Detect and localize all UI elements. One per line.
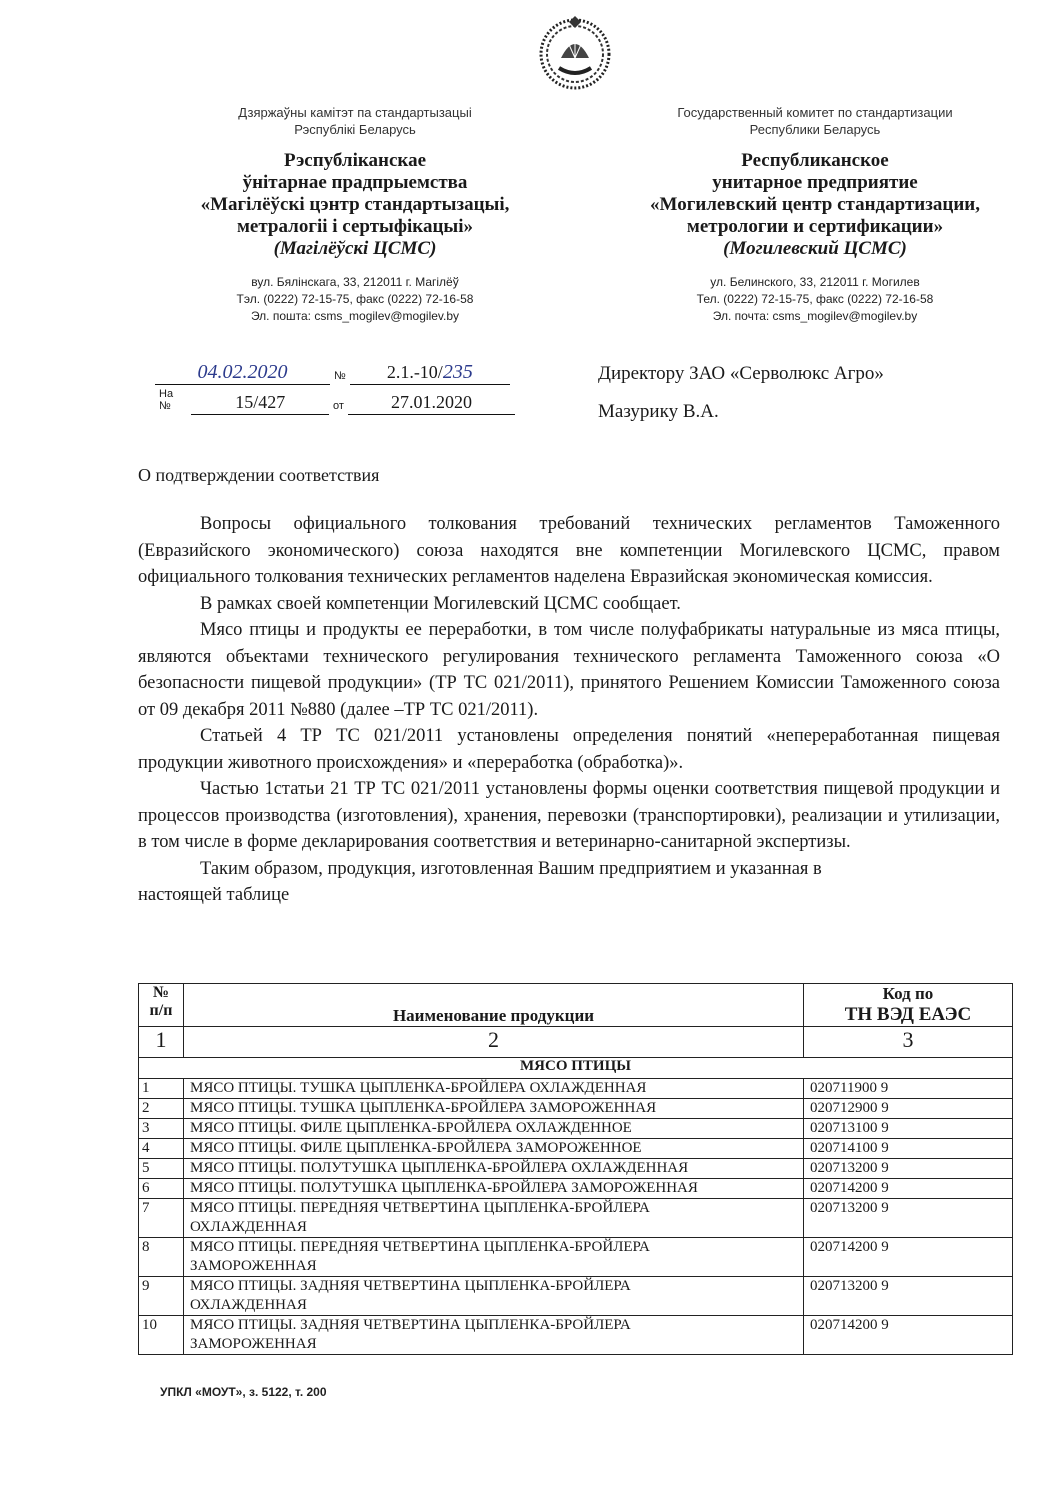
reply-to-number: 15/427 (191, 390, 329, 415)
product-table (138, 983, 1013, 1355)
letter-subject: О подтверждении соответствия (138, 465, 380, 485)
outgoing-date: 04.02.2020 (155, 360, 330, 385)
paragraph: Таким образом, продукция, изготовленная Вашим предприятием и указанная в (200, 858, 822, 879)
paragraph: Вопросы официального толкования требований технических регламентов Таможенного (Евразийского экономического) союза находятся вне компетенции Могилевского ЦСМС, правом официального толкования технических регламентов наделена Евразийская экономическая комиссия. (138, 514, 1000, 587)
section-row: МЯСО ПТИЦЫ (139, 1058, 1013, 1079)
org-name-by: Рэспубліканскае ўнітарнае прадпрыемства «Магілёўскі цэнтр стандартызацыі, метралогіі і сертыфікацыі» (Магілёўскі ЦСМС) (200, 150, 510, 259)
contact-address-by: вул. Бялінскага, 33, 212011 г. Магілёў Тэл. (0222) 72-15-75, факс (0222) 72-16-58 Эл. пошта: csms_mogilev@mogilev.by (236, 275, 474, 323)
paragraph: Статьей 4 ТР ТС 021/2011 установлены определения понятий «непереработанная пищевая продукции животного происхождения» и «переработка (обработка)». (138, 726, 1000, 773)
print-footer: УПКЛ «МОУТ», з. 5122, т. 200 (160, 1385, 327, 1399)
table-row: 1 МЯСО ПТИЦЫ. ТУШКА ЦЫПЛЕНКА-БРОЙЛЕРА ОХЛАЖДЕННАЯ 020711900 9 (139, 1079, 1013, 1099)
header-product-name: Наименование продукции (184, 984, 804, 1027)
ministry-name-by: Дзяржаўны камітэт па стандартызацыі Рэспублікі Беларусь (238, 105, 472, 137)
reply-to-date: 27.01.2020 (348, 390, 515, 415)
header-number: № п/п (139, 984, 184, 1027)
table-row: 5 МЯСО ПТИЦЫ. ПОЛУТУШКА ЦЫПЛЕНКА-БРОЙЛЕРА ОХЛАЖДЕННАЯ 020713200 9 (139, 1159, 1013, 1179)
header-belarusian (180, 104, 530, 325)
paragraph: В рамках своей компетенции Могилевский ЦСМС сообщает. (200, 593, 681, 614)
outgoing-number: 2.1.-10/235 (350, 360, 510, 385)
table-row: 4 МЯСО ПТИЦЫ. ФИЛЕ ЦЫПЛЕНКА-БРОЙЛЕРА ЗАМОРОЖЕННОЕ 020714100 9 (139, 1139, 1013, 1159)
letter-body (138, 511, 1000, 909)
addressee: Директору ЗАО «Серволюкс Агро» Мазурику В.А. (598, 363, 884, 422)
registration-block: 04.02.2020 № 2.1.-10/235 На № 15/427 от 27.01.2020 (155, 355, 515, 415)
paragraph: Мясо птицы и продукты ее переработки, в том числе полуфабрикаты натуральные из мяса птицы, являются объектами технического регулирования технического регламента Таможенного союза «О безопасности пищевой продукции» (ТР ТС 021/2011), принятого Решением Комиссии Таможенного союза от 09 декабря 2011 №880 (далее –ТР ТС 021/2011). (138, 620, 1000, 720)
table-row: 6 МЯСО ПТИЦЫ. ПОЛУТУШКА ЦЫПЛЕНКА-БРОЙЛЕРА ЗАМОРОЖЕННАЯ 020714200 9 (139, 1179, 1013, 1199)
table-row: 8 МЯСО ПТИЦЫ. ПЕРЕДНЯЯ ЧЕТВЕРТИНА ЦЫПЛЕНКА-БРОЙЛЕРА ЗАМОРОЖЕННАЯ 020714200 9 (139, 1238, 1013, 1277)
ministry-name-ru: Государственный комитет по стандартизации Республики Беларусь (677, 105, 953, 137)
table-row: 2 МЯСО ПТИЦЫ. ТУШКА ЦЫПЛЕНКА-БРОЙЛЕРА ЗАМОРОЖЕННАЯ 020712900 9 (139, 1099, 1013, 1119)
table-row: 3 МЯСО ПТИЦЫ. ФИЛЕ ЦЫПЛЕНКА-БРОЙЛЕРА ОХЛАЖДЕННОЕ 020713100 9 (139, 1119, 1013, 1139)
header-code: Код по ТН ВЭД ЕАЭС (804, 984, 1013, 1027)
org-name-ru: Республиканское унитарное предприятие «Могилевский центр стандартизации, метрологии и сертификации» (Могилевский ЦСМС) (650, 150, 980, 259)
column-number-row: 1 2 3 (139, 1027, 1013, 1058)
table-header-row (139, 984, 1013, 1027)
state-emblem-icon (535, 14, 615, 94)
paragraph: настоящей таблице (138, 885, 290, 905)
header-russian (615, 104, 1015, 325)
contact-address-ru: ул. Белинского, 33, 212011 г. Могилев Тел. (0222) 72-15-75, факс (0222) 72-16-58 Эл. почта: csms_mogilev@mogilev.by (696, 275, 934, 323)
paragraph: Частью 1статьи 21 ТР ТС 021/2011 установлены формы оценки соответствия пищевой продукции и процессов производства (изготовления), хранения, перевозки (транспортировки), реализации и утилизации, в том числе в форме декларирования соответствия и ветеринарно-санитарной экспертизы. (138, 779, 1000, 852)
table-row: 10 МЯСО ПТИЦЫ. ЗАДНЯЯ ЧЕТВЕРТИНА ЦЫПЛЕНКА-БРОЙЛЕРА ЗАМОРОЖЕННАЯ 020714200 9 (139, 1316, 1013, 1355)
table-row: 7 МЯСО ПТИЦЫ. ПЕРЕДНЯЯ ЧЕТВЕРТИНА ЦЫПЛЕНКА-БРОЙЛЕРА ОХЛАЖДЕННАЯ 020713200 9 (139, 1199, 1013, 1238)
table-row: 9 МЯСО ПТИЦЫ. ЗАДНЯЯ ЧЕТВЕРТИНА ЦЫПЛЕНКА-БРОЙЛЕРА ОХЛАЖДЕННАЯ 020713200 9 (139, 1277, 1013, 1316)
